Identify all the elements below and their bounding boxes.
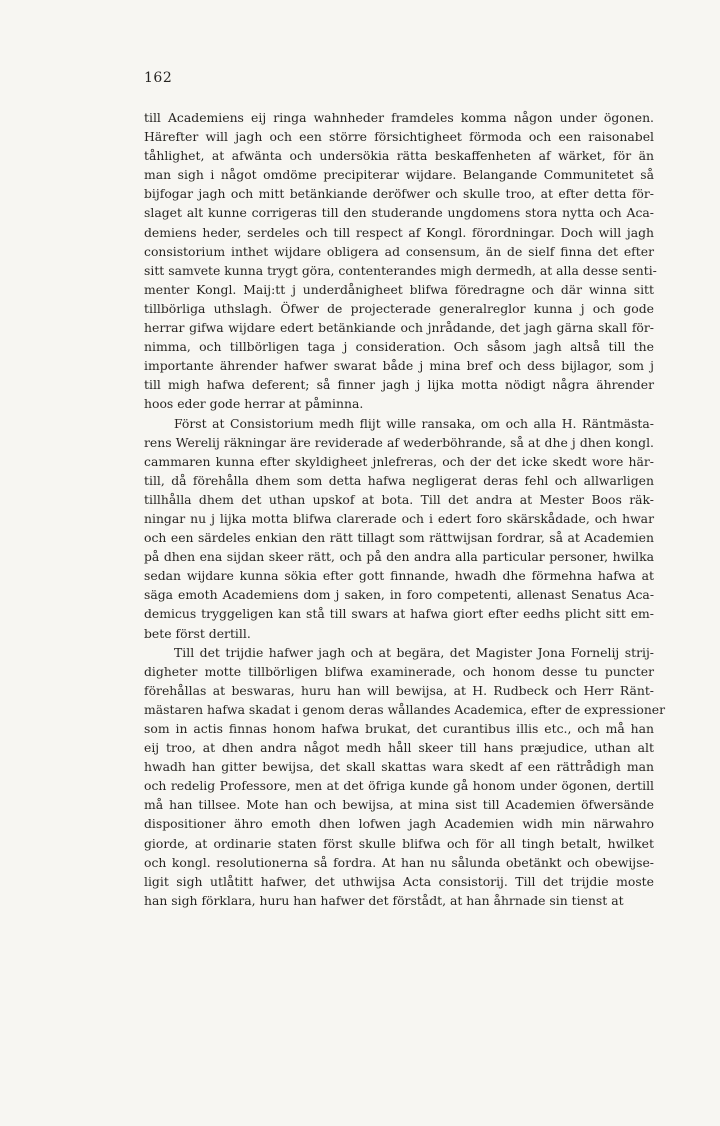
text-line: han sigh förklara, huru han hafwer det förstådt, at han åhrnade sin tienst at	[144, 892, 624, 908]
page-number: 162	[144, 70, 173, 86]
text-line: dispositioner ähro emoth dhen lofwen jagh Academien widh min närwahro	[144, 816, 654, 832]
text-line: på dhen ena sijdan skeer rätt, och på den andra alla particular personer, hwilka	[144, 549, 654, 565]
text-line: rens Werelij räkningar äre reviderade af wederböhrande, så at dhe j dhen kongl.	[144, 434, 654, 450]
text-line: förehållas at beswaras, huru han will bewijsa, at H. Rudbeck och Herr Ränt-	[144, 682, 654, 698]
text-line: sedan wijdare kunna sökia efter gott finnande, hwadh dhe förmehna hafwa at	[144, 568, 654, 584]
text-line: tåhlighet, at afwänta och undersökia rätta beskaffenheten af wärket, för än	[144, 148, 654, 164]
text-line: må han tillsee. Mote han och bewijsa, at mina sist till Academien öfwersände	[144, 797, 654, 813]
text-line: Först at Consistorium medh flijt wille ransaka, om och alla H. Räntmästa-	[174, 415, 654, 431]
text-line: och kongl. resolutionerna så fordra. At han nu sålunda obetänkt och obewijse-	[144, 854, 654, 870]
text-line: mästaren hafwa skadat i genom deras wållandes Academica, efter de expressioner	[144, 701, 666, 717]
text-line: som in actis finnas honom hafwa brukat, det curantibus illis etc., och må han	[144, 721, 654, 736]
text-line: demicus tryggeligen kan stå till swars at hafwa giort efter eedhs plicht sitt em-	[144, 606, 654, 622]
text-line: cammaren kunna efter skyldigheet jnlefreras, och der det icke skedt wore här-	[144, 453, 654, 469]
text-line: säga emoth Academiens dom j saken, in foro competenti, allenast Senatus Aca-	[144, 587, 654, 603]
text-line: demiens heder, serdeles och till respect af Kongl. förordningar. Doch will jagh	[144, 224, 654, 240]
text-line: hwadh han gitter bewijsa, det skall skattas wara skedt af een rättrådigh man	[144, 759, 654, 775]
text-line: tillhålla dhem det uthan upskof at bota. Till det andra at Mester Boos räk-	[144, 491, 654, 507]
text-line: slaget alt kunne corrigeras till den studerande ungdomens stora nytta och Aca-	[144, 205, 654, 221]
text-line: hoos eder gode herrar at påminna.	[144, 396, 364, 412]
text-line: sitt samvete kunna trygt göra, contenterandes migh dermedh, at alla desse senti-	[144, 262, 657, 278]
text-line: till, då förehålla dhem som detta hafwa negligerat deras fehl och allwarligen	[144, 472, 654, 488]
text-line: nimma, och tillbörligen taga j consideration. Och såsom jagh altså till the	[144, 339, 654, 355]
text-line: herrar gifwa wijdare edert betänkiande och jnrådande, det jagh gärna skall för-	[144, 320, 654, 336]
text-line: eij troo, at dhen andra något medh håll skeer till hans præjudice, uthan alt	[144, 740, 654, 756]
text-line: ningar nu j lijka motta blifwa clarerade och i edert foro skärskådade, och hwar	[144, 510, 654, 526]
text-line: Härefter will jagh och een större försichtigheet förmoda och een raisonabel	[144, 129, 654, 145]
text-line: bete först dertill.	[144, 625, 251, 641]
text-line: giorde, at ordinarie staten först skulle blifwa och för all tingh betalt, hwilket	[144, 835, 654, 851]
text-line: och redelig Professore, men at det öfriga kunde gå honom under ögonen, dertill	[144, 778, 654, 794]
body-text	[144, 108, 666, 910]
text-line: till migh hafwa deferent; så finner jagh j lijka motta nödigt några ährender	[144, 377, 654, 393]
text-line: man sigh i något omdöme precipiterar wijdare. Belangande Communitetet så	[144, 167, 654, 183]
text-line: och een särdeles enkian den rätt tillagt som rättwijsan fordrar, så at Academien	[144, 530, 654, 546]
text-line: consistorium inthet wijdare obligera ad consensum, än de sielf finna det efter	[144, 243, 654, 259]
text-line: till Academiens eij ringa wahnheder framdeles komma någon under ögonen.	[144, 110, 654, 125]
text-line: ligit sigh utlåtitt hafwer, det uthwijsa Acta consistorij. Till det trijdie moste	[144, 873, 654, 889]
text-line: menter Kongl. Maij:tt j underdånigheet blifwa föredragne och där winna sitt	[144, 281, 654, 297]
text-line: bijfogar jagh och mitt betänkiande deröfwer och skulle troo, at efter detta för-	[144, 186, 654, 202]
text-line: digheter motte tillbörligen blifwa examinerade, och honom desse tu puncter	[144, 663, 654, 679]
text-line: tillbörliga uthslagh. Öfwer de projecterade generalreglor kunna j och gode	[144, 300, 654, 316]
text-line: Till det trijdie hafwer jagh och at begära, det Magister Jona Fornelij strij-	[174, 644, 654, 660]
text-line: importante ährender hafwer swarat både j mina bref och dess bijlagor, som j	[144, 358, 654, 374]
